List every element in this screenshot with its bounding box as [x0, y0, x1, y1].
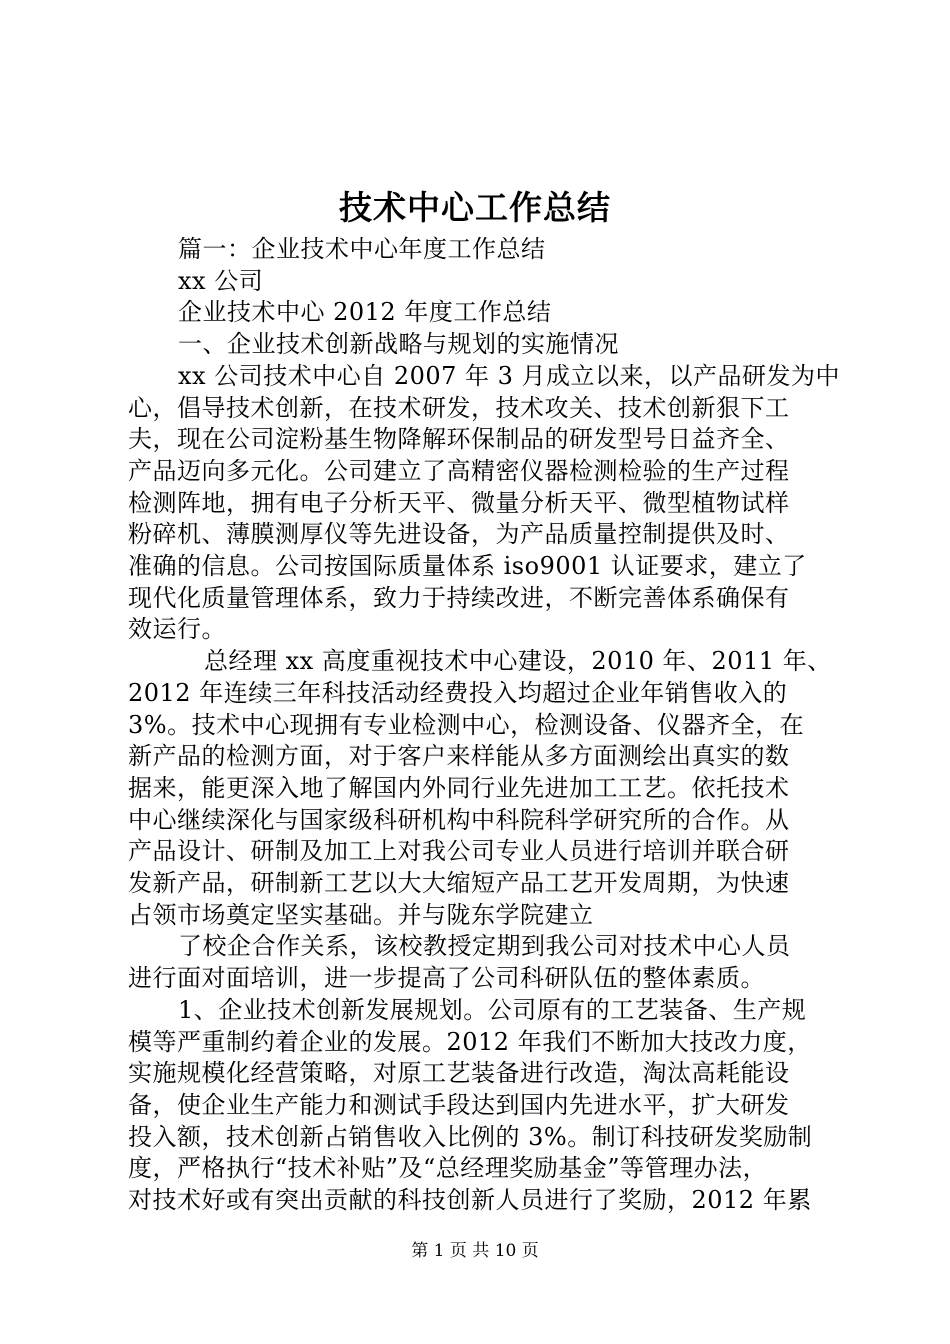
- document-title: 技术中心工作总结: [339, 188, 611, 227]
- text-line: 夫，现在公司淀粉基生物降解环保制品的研发型号日益齐全、: [128, 425, 790, 454]
- text-line: xx 公司技术中心自 2007 年 3 月成立以来，以产品研发为中: [178, 361, 841, 390]
- text-line: 投入额，技术创新占销售收入比例的 3%。制订科技研发奖励制: [128, 1122, 813, 1151]
- text-line: 粉碎机、薄膜测厚仪等先进设备，为产品质量控制提供及时、: [128, 520, 790, 549]
- text-line: 2012 年连续三年科技活动经费投入均超过企业年销售收入的: [128, 678, 788, 707]
- text-line: 现代化质量管理体系，致力于持续改进，不断完善体系确保有: [128, 583, 790, 612]
- text-line: 3%。技术中心现拥有专业检测中心，检测设备、仪器齐全，在: [128, 710, 805, 739]
- document-body: [128, 234, 841, 1217]
- text-line: xx 公司: [178, 266, 264, 295]
- text-line: 总经理 xx 高度重视技术中心建设，2010 年、2011 年、: [204, 647, 832, 676]
- text-line: 发新产品，研制新工艺以大大缩短产品工艺开发周期，为快速: [128, 869, 790, 898]
- text-line: 检测阵地，拥有电子分析天平、微量分析天平、微型植物试样: [128, 488, 790, 517]
- text-line: 一、企业技术创新战略与规划的实施情况: [178, 330, 619, 359]
- text-line: 实施规模化经营策略，对原工艺装备进行改造，淘汰高耗能设: [128, 1059, 790, 1088]
- text-line: 度，严格执行“技术补贴”及“总经理奖励基金”等管理办法，: [128, 1154, 768, 1183]
- text-line: 对技术好或有突出贡献的科技创新人员进行了奖励，2012 年累: [128, 1186, 812, 1215]
- text-line: 产品设计、研制及加工上对我公司专业人员进行培训并联合研: [128, 837, 790, 866]
- text-line: 篇一：企业技术中心年度工作总结: [178, 235, 546, 263]
- text-line: 企业技术中心 2012 年度工作总结: [178, 298, 552, 327]
- text-line: 1、企业技术创新发展规划。公司原有的工艺装备、生产规: [178, 995, 807, 1024]
- text-line: 占领市场奠定坚实基础。并与陇东学院建立: [128, 900, 594, 929]
- text-line: 心，倡导技术创新，在技术研发，技术攻关、技术创新狠下工: [128, 393, 790, 422]
- text-line: 效运行。: [128, 615, 226, 644]
- text-line: 进行面对面培训，进一步提高了公司科研队伍的整体素质。: [128, 964, 765, 993]
- text-line: 准确的信息。公司按国际质量体系 iso9001 认证要求，建立了: [128, 552, 807, 581]
- text-line: 据来，能更深入地了解国内外同行业先进加工工艺。依托技术: [128, 773, 790, 802]
- text-line: 模等严重制约着企业的发展。2012 年我们不断加大技改力度，: [128, 1027, 812, 1056]
- text-line: 中心继续深化与国家级科研机构中科院科学研究所的合作。从: [128, 805, 790, 834]
- text-line: 新产品的检测方面，对于客户来样能从多方面测绘出真实的数: [128, 742, 790, 771]
- text-line: 产品迈向多元化。公司建立了高精密仪器检测检验的生产过程: [128, 456, 790, 485]
- page-number-footer: 第 1 页 共 10 页: [411, 1241, 539, 1261]
- text-line: 备，使企业生产能力和测试手段达到国内先进水平，扩大研发: [128, 1090, 790, 1119]
- text-line: 了校企合作关系，该校教授定期到我公司对技术中心人员: [178, 932, 791, 961]
